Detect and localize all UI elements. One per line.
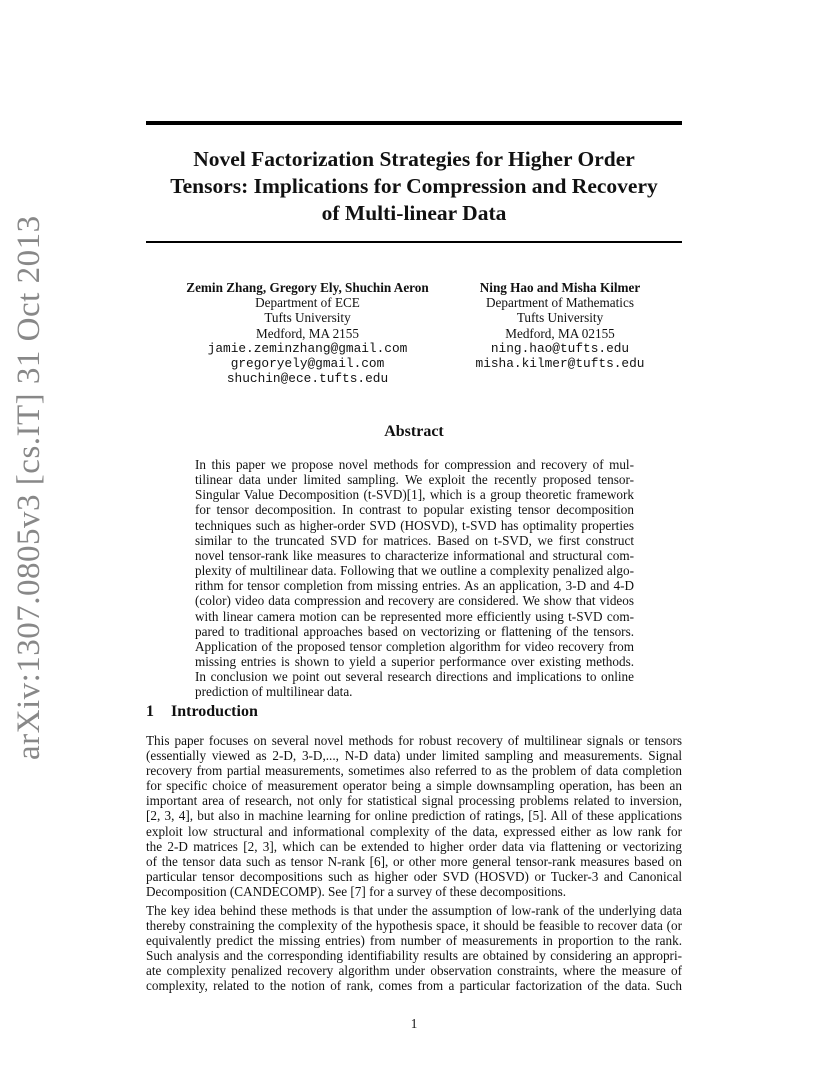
abstract-line: In conclusion we point out several research directions and implications to online [195, 669, 634, 685]
abstract-line: pared to traditional approaches based on vectorizing or flattening of the tensors. [195, 623, 634, 639]
author-department: Department of Mathematics [486, 295, 634, 311]
author-block-2 [455, 280, 665, 371]
intro-paragraph-2 [146, 903, 682, 994]
abstract-line: similar to the truncated SVD for matrices. Based on t-SVD, we first construct [195, 532, 634, 548]
abstract-line: Application of the proposed tensor completion algorithm for video recovery from [195, 638, 634, 654]
body-line: particular tensor decompositions such as higher oder SVD (HOSVD) or Tucker-3 and Canonical [146, 868, 682, 884]
body-line: The key idea behind these methods is that under the assumption of low-rank of the underlying data [146, 903, 682, 918]
abstract-line: prediction of multilinear data. [195, 684, 353, 700]
abstract-line: plexity of multilinear data. Following that we outline a complexity penalized algo- [195, 563, 634, 579]
title-line: Novel Factorization Strategies for Higher Order [193, 147, 635, 171]
author-email: shuchin@ece.tufts.edu [226, 371, 389, 387]
page-number: 1 [410, 1016, 418, 1031]
body-line: ate complexity penalized recovery algorithm under observation constraints, where the measure of [146, 963, 682, 979]
body-line: Decomposition (CANDECOMP). See [7] for a survey of these decompositions. [146, 883, 567, 899]
section-heading [146, 703, 258, 721]
abstract-line: missing entries is shown to yield a superior performance over existing methods. [195, 654, 634, 670]
abstract-line: (color) video data compression and recovery are considered. We show that videos [195, 593, 634, 609]
title-bottom-rule [146, 241, 682, 243]
body-line: equivalently predict the missing entries) from number of measurements in proportion to the rank. [146, 933, 682, 949]
author-location: Medford, MA 02155 [505, 325, 615, 341]
arxiv-stamp: arXiv:1307.0805v3 [cs.IT] 31 Oct 2013 [11, 215, 47, 760]
body-line: This paper focuses on several novel methods for robust recovery of multilinear signals or tensors [146, 733, 682, 748]
body-line: exploit low structural and informational complexity of the data, expressed either as low rank for [146, 823, 682, 839]
abstract-line: novel tensor-rank like measures to characterize informational and structural com- [195, 547, 634, 563]
body-line: Such analysis and the corresponding identifiability results are obtained by considering an appropri- [146, 948, 682, 964]
author-university: Tufts University [264, 310, 351, 326]
body-line: (essentially viewed as 2-D, 3-D,..., N-D data) under limited sampling and measurements. Signal [146, 748, 682, 764]
abstract-line: tilinear data under limited sampling. We exploit the recently proposed tensor- [195, 472, 634, 488]
author-email: jamie.zeminzhang@gmail.com [207, 340, 408, 356]
intro-paragraph-1 [146, 733, 682, 899]
author-names: Zemin Zhang, Gregory Ely, Shuchin Aeron [186, 280, 429, 295]
abstract-line: In this paper we propose novel methods for compression and recovery of mul- [195, 457, 634, 472]
abstract-line: for tensor decomposition. In contrast to popular existing tensor decomposition [195, 502, 634, 518]
abstract-body [195, 457, 634, 700]
title-line: Tensors: Implications for Compression and Recovery [170, 174, 658, 198]
body-line: for specific choice of measurement operator being a simple downsampling operation, has been an [146, 778, 682, 794]
author-email: ning.hao@tufts.edu [490, 340, 630, 356]
body-line: important area of research, not only for statistical signal processing problems related to inversion, [146, 793, 682, 809]
author-email: misha.kilmer@tufts.edu [475, 356, 645, 372]
author-block-1 [170, 280, 445, 386]
abstract-line: with linear camera motion can be represented more efficiently using t-SVD com- [195, 608, 634, 624]
body-line: the 2-D matrices [2, 3], which can be extended to higher order data via flattening or vectorizing [146, 838, 682, 854]
author-email: gregoryely@gmail.com [230, 356, 385, 372]
title-line: of Multi-linear Data [321, 201, 507, 225]
author-university: Tufts University [516, 310, 604, 326]
title-top-rule [146, 121, 682, 125]
body-line: thereby constraining the complexity of the hypothesis space, it should be feasible to recover data (or [146, 918, 682, 934]
section-number: 1 [146, 703, 154, 720]
abstract-line: Singular Value Decomposition (t-SVD)[1], which is a group theoretic framework [195, 487, 634, 503]
author-names: Ning Hao and Misha Kilmer [479, 280, 641, 295]
abstract-line: techniques such as higher-order SVD (HOSVD), t-SVD has optimality properties [195, 517, 634, 533]
paper-title [146, 146, 682, 227]
section-title: Introduction [171, 703, 258, 720]
author-department: Department of ECE [255, 295, 360, 311]
author-location: Medford, MA 2155 [256, 325, 359, 341]
abstract-heading: Abstract [384, 423, 444, 440]
abstract-line: rithm for tensor completion from missing entries. As an application, 3-D and 4-D [195, 578, 634, 594]
body-line: recovery from partial measurements, sometimes also referred to as the problem of data completion [146, 763, 682, 779]
body-line: [2, 3, 4], but also in machine learning for online prediction of ratings, [5]. All of these applications [146, 808, 682, 824]
body-line: of the tensor data such as tensor N-rank [6], or other more general tensor-rank measures based on [146, 853, 682, 869]
body-line: complexity, related to the notion of rank, comes from a particular factorization of the data. Such [146, 978, 682, 994]
